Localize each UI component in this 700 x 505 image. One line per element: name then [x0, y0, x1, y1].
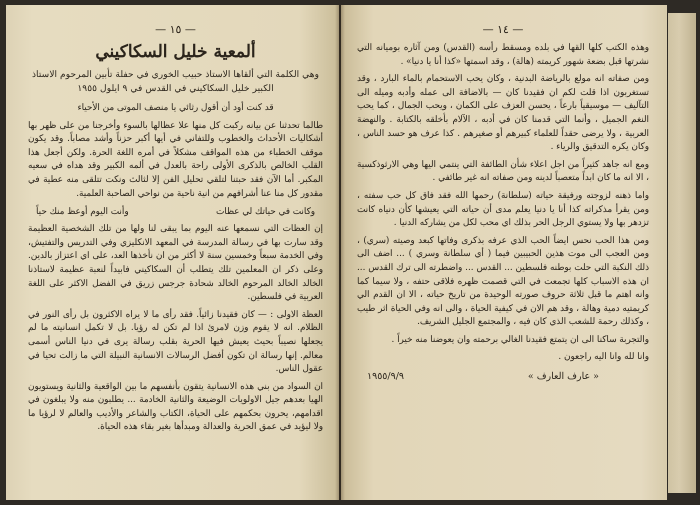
page-stack-edge: [668, 13, 696, 493]
paragraph: طالما تحدثنا عن بيانه ركبت كل منها علا عظالها بالسوء وأخرجنا من على ظهر بها أشكاليات الأحداث والخطوب وللتفاني في أيها أكبر حزناً وأشد مصاباً. وقد يكون موقف الخطباء من هذه المواقف مشكلاً في أمره اللغة الحرة. ولكن أجعل هذا القلب الخالص بالذكرى الأولى راحة بالعدل في ألمه الكبير وقد هداه في سعيه المكبر. أما الآن فقد حبتنا لتلقي تحليل الفن إلا لثالث ونكت تتلقى منه عطية في مقدور كل منا عنا أشرافهم من انية ناحية من نواحي الصاحبة العلمية.: [28, 120, 323, 199]
paragraph: إن العظات التي نسمعها عنه اليوم بما يبقى لنا ولها من تلك الشخصية العظيمة وقد سارت بها في رسالة المدرسة في المعهد الانكليزي وفي التدريس والتفتيش، وفي الخدمة سبعاً وخمسين سنة لا أكثر من ان نأخذها العد، على اي اعتزاز بالدين. وعلى ذكر ان المعلمين تلك يتطلب أن السكاكيني فابيداً لنعبة عظيمة لاستاذنا الخالد الخالد المرحوم الخالد شحادة جرجس زريق في الفضل الاكثر على اللغة العربية في فلسطين.: [28, 224, 323, 303]
article-title: ألمعية خليل السكاكيني: [95, 42, 256, 62]
opening-verse: قد كنت أود أن أقول رثائي يا منصف الموتى من الأحياء: [77, 103, 274, 113]
author-signature: « عارف العارف »: [527, 371, 599, 383]
paragraph: وهذه الكتب كلها القها في بلده ومسقط رأسه (القدس) ومن آثاره بوميانه التي نشرتها قبل بضعة شهور كريمته (هالة) ، وقد اسمتها «كذا أنا يا دنيا» .: [357, 43, 649, 67]
paragraph: ومع انه جاهد كثيراً من اجل اعلاء شأن الطائفة التي ينتمي اليها وهي الارثوذكسية ، الا انه ما كان ابداً متعصباً لدينه ومن صفاته انه غير طائفي .: [357, 159, 649, 184]
book-spread: [4, 5, 696, 500]
verse-hemistich-right: وكانت في حياتك لي عظات: [216, 207, 315, 218]
book-gutter: [335, 5, 345, 500]
left-page: [6, 5, 339, 500]
poem-verse: [36, 205, 315, 219]
right-page: [341, 5, 667, 500]
page-number: — ١٤ —: [482, 23, 524, 36]
paragraph: والتجربة ساكنا الى ان يتمتع فقيدنا الغالي برحمته وان يعوضنا منه خيراً .: [391, 334, 649, 345]
signature-block: [357, 371, 649, 382]
verse-hemistich-left: وأنت اليوم أوعظ منك حياً: [36, 207, 129, 218]
page-number: — ١٥ —: [155, 23, 196, 36]
paragraph: ومن هذا الحب نحس ايضاً الحب الذي عرفه بذكرى وفاتها كبعد وصيته (سري) ، ومن العجب الى موت هذين الحبيبين فيما ( أي سلطانة وسري ) ... اضف الى ذلك النكبة التي حلت بوطنه فلسطين ... القدس ... واضطرته الى ترك القدس ... ان هذه الاسباب كلها تجمعت في التي قصمت ظهره فلاقى حتفه ، ولا سيما كما وانه اهتم ما قبل ثلاثة حروف صورته الوحيدة من تاريخ حياته ، الا ان القدم الي كريمتيه دمية وهالة ، وقد هم الان في كيفية الحياة ، والى انه وفي الحياة اثر طيب ، وكذلك رحمة للشعب الذي كان فيه ، والمجتمع الجليل الشريف.: [357, 235, 649, 328]
paragraph: واما ذهنه لزوجته ورفيقة حياته (سلطانة) رحمها الله فقد فاق كل حب سفته ، ومن يقرأ مذكراته كذا أنا يا دنيا يعلم مدى أن حياته التي يعيشها كأن دنياه كانت تزدهر بها ولا يستوي الرجل الحر بذلك اي محب لكل من يشاركه الدنيا .: [357, 190, 649, 229]
paragraph: العظة الاولى : — كان فقيدنا زائياً. فقد رأى ما لا يراه الاكثرون بل رأى النور في الظلام. انه لا يقوم وزن لامرئ اذا لم تكن له رؤيا. بل لا تكمل انسانيته ما لم يجعلها نصيباً بحيث يعيش فيها الحرية بقلب رسالة يرى في دنيا الناس أسمى معالم. إنها رسالة ان تكون أفضل الرسالات الانسانية النبيلة التي ما زالت تحيا في عقول الناس.: [28, 309, 323, 375]
date-line: ١٩٥٥/٩/٩: [367, 371, 405, 383]
paragraph: ومن صفاته انه مولع بالرياضة البدنية ، وكان يحب الاستحمام بالماء البارد ، وقد تستغربون اذا قلت لكم ان فقيدنا كان — بالاضافة الى عمله وأدبه وميله الى التآليف — موسيقياً بارعاً ، يحسن العزف على الكمان ، ويحب الجمال ، كما يحب النغم الجميل ، وأنما التي قدمنا كان في أدبه ، الآلام بأخلقه بالكتابة . والنهضة العربية ، ولا يرضى حقداً للعلماء كبيرهم أو صغيرهم . كذا عرف هو حسد الناس ، وكان يكره التدقيق والرياء .: [357, 74, 649, 153]
article-subtitle: وهي الكلمة التي ألقاها الاستاذ حبيب الخوري في حفلة تأبين المرحوم الاستاذ الكبير خليل السكاكيني في القدس في ٩ ايلول ١٩٥٥: [31, 69, 320, 94]
paragraph: ان السواد من بني هذه الانسانية يتقون بأنفسهم ما بين الواقعية والثانية ويستويون الهيا بعدهم جيل الاولويات الوضيعة والثانية الخادمة ... يطلبون منه ولا يبلغون في اقدامهم، يحرون بحكمهم على الحياة، الكتاب والشاعر والأديب والعالم لا لرؤيا ما ولا ليؤيد في عمق الحرية والعدالة ومبدأها بغير بقاء هذه الحياة.: [28, 381, 323, 433]
closing-line: وانا لله وانا اليه راجعون .: [558, 352, 649, 363]
